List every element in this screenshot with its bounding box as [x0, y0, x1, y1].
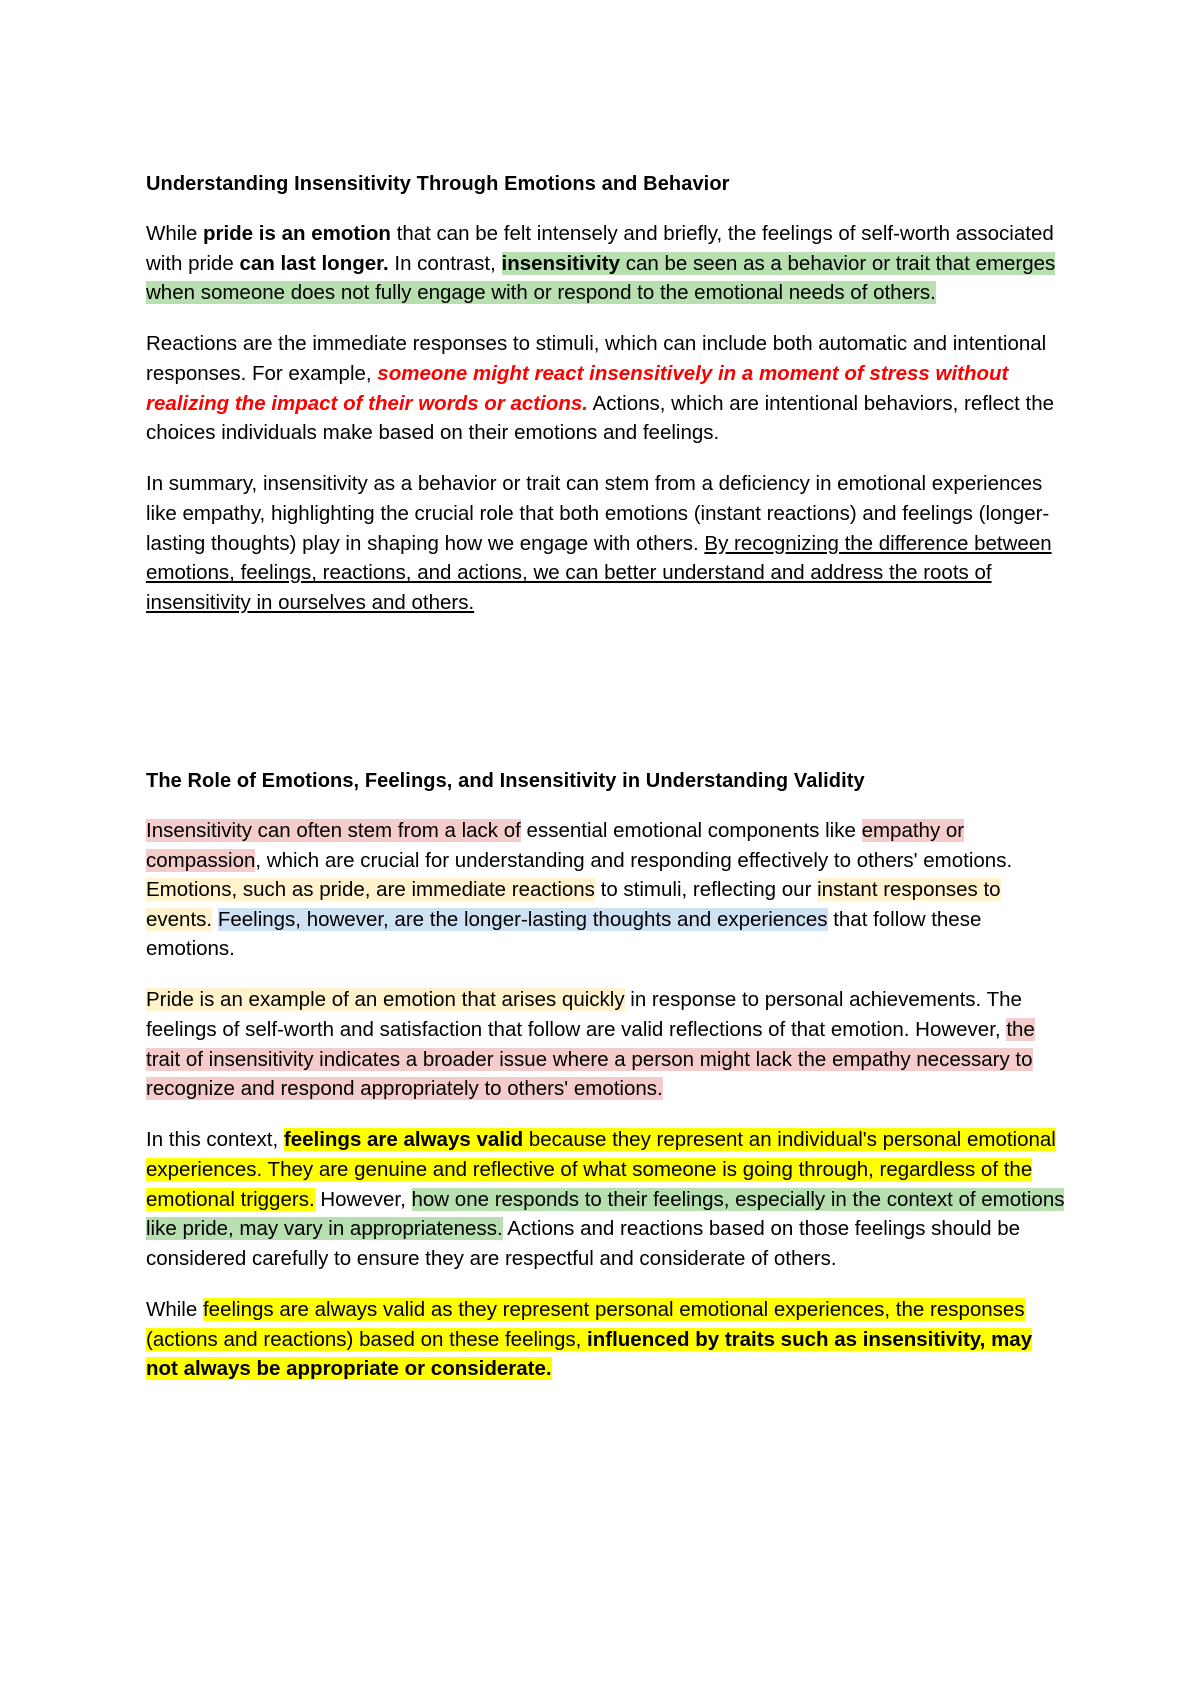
text-run: In contrast,: [388, 251, 502, 275]
text-run: Reactions are the immediate responses to stimuli, which can include both automatic and intentional responses. For example,: [146, 332, 1047, 385]
yellow-highlight-text: because they represent an individual's personal emotional experiences. They are genuine and reflective of what someone is going through, regardless of the emotional triggers.: [146, 1128, 1056, 1211]
text-run: to stimuli, reflecting our: [594, 878, 818, 902]
text-run: In summary, insensitivity as a behavior or trait can stem from a deficiency in emotional experiences like empathy, highlighting the crucial role that both emotions (instant reactions) and feelings (longer-lasting thoughts) play in shaping how we engage with others.: [146, 472, 1050, 555]
text-run: However,: [314, 1187, 412, 1211]
text-run: Actions and reactions based on those feelings should be considered carefully to ensure they are respectful and considerate of others.: [146, 1217, 1021, 1270]
yellow-highlight-text: feelings are always valid as they represent personal emotional experiences, the responses (actions and reactions) based on these feelings,: [146, 1298, 1025, 1351]
red-emphasis-text: someone might react insensitively in a moment of stress without realizing the impact of their words or actions.: [146, 361, 1009, 415]
pink-highlight-text: the trait of insensitivity indicates a broader issue where a person might lack the empathy necessary to recognize and respond appropriately to others' emotions.: [146, 1018, 1035, 1101]
blue-highlight-text: Feelings, however, are the longer-lasting thoughts and experiences: [217, 907, 828, 931]
bold-text: can last longer.: [239, 251, 389, 275]
pink-highlight-text: empathy or compassion: [146, 818, 965, 872]
text-run: in response to personal achievements. The feelings of self-worth and satisfaction that follow are valid reflections of that emotion. However,: [146, 988, 1022, 1042]
yellow-highlight-bold-text: feelings are always valid: [283, 1128, 524, 1152]
section-1-paragraph-1: [146, 219, 1066, 308]
highlighted-bold-text: insensitivity: [501, 251, 620, 275]
text-run: [212, 908, 218, 931]
cream-highlight-text: instant responses to events.: [146, 878, 1001, 931]
text-run: While: [146, 1298, 203, 1321]
text-run: essential emotional components like: [520, 818, 862, 842]
text-run: Actions, which are intentional behaviors, reflect the choices individuals make based on their emotions and feelings.: [146, 391, 1055, 445]
document-body: [146, 170, 1066, 1405]
text-run: , which are crucial for understanding and responding effectively to others' emotions.: [255, 848, 1013, 872]
yellow-highlight-bold-text: influenced by traits such as insensitivity, may not always be appropriate or considerate.: [146, 1327, 1033, 1381]
section-2-paragraph-4: [146, 1295, 1066, 1384]
text-run: In this context,: [146, 1128, 284, 1152]
section-1-paragraph-2: [146, 329, 1066, 447]
highlighted-text: can be seen as a behavior or trait that emerges when someone does not fully engage with or respond to the emotional needs of others.: [146, 251, 1056, 305]
pink-highlight-text: Insensitivity can often stem from a lack of: [146, 818, 521, 842]
section-spacer: [146, 639, 1066, 767]
section-1-heading: Understanding Insensitivity Through Emotions and Behavior: [146, 173, 730, 195]
section-2-paragraph-3: [146, 1125, 1066, 1273]
underlined-text: By recognizing the difference between emotions, feelings, reactions, and actions, we can better understand and address the roots of insensitivity in ourselves and others.: [146, 531, 1052, 614]
section-2-paragraph-2: [146, 985, 1066, 1103]
section-1-paragraph-3: [146, 469, 1066, 617]
cream-highlight-text: Emotions, such as pride, are immediate reactions: [146, 878, 595, 902]
green-highlight-text: how one responds to their feelings, especially in the context of emotions like pride, may vary in appropriateness.: [146, 1187, 1065, 1241]
section-2-heading: The Role of Emotions, Feelings, and Insensitivity in Understanding Validity: [146, 769, 865, 792]
section-2-paragraph-1: [146, 816, 1066, 964]
cream-highlight-text: Pride is an example of an emotion that arises quickly: [146, 988, 625, 1012]
text-run: that follow these emotions.: [146, 907, 982, 961]
text-run: While: [146, 222, 203, 245]
text-run: that can be felt intensely and briefly, the feelings of self-worth associated with pride: [146, 222, 1054, 275]
bold-text: pride is an emotion: [202, 222, 391, 245]
